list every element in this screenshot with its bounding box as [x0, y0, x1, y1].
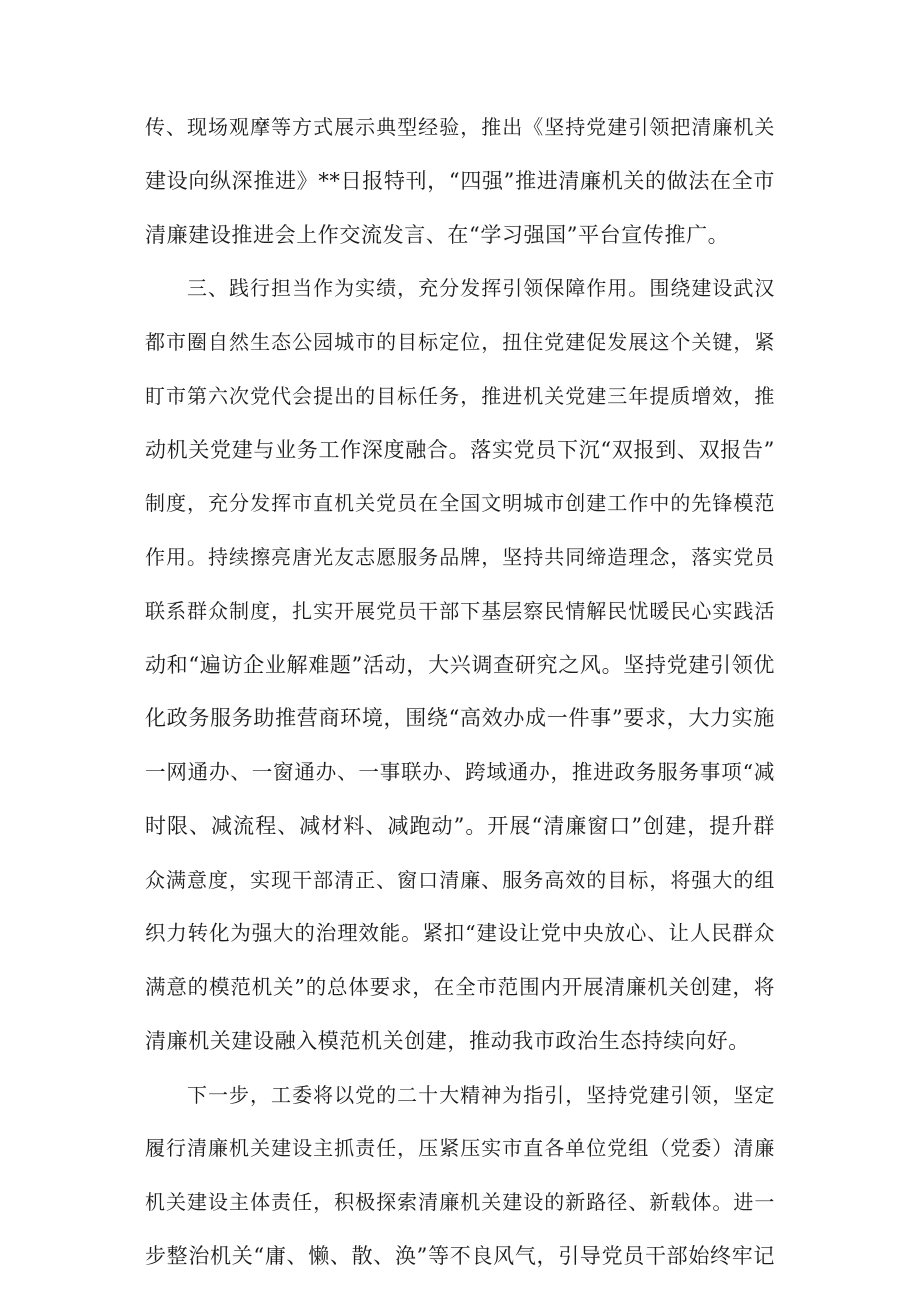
text-line: 满意的模范机关”的总体要求，在全市范围内开展清廉机关创建，将 — [145, 975, 775, 999]
text-line: 机关建设主体责任，积极探索清廉机关建设的新路径、新载体。进一 — [145, 1190, 775, 1214]
paragraph-first-line: 下一步，工委将以党的二十大精神为指引，坚持党建引领，坚定 — [187, 1083, 775, 1107]
text-line: 一网通办、一窗通办、一事联办、跨域通办，推进政务服务事项“减 — [145, 760, 775, 784]
text-line: 步整治机关“庸、懒、散、涣”等不良风气，引导党员干部始终牢记 — [145, 1244, 775, 1268]
text-line: 作用。持续擦亮唐光友志愿服务品牌，坚持共同缔造理念，落实党员 — [145, 545, 775, 569]
text-line: 建设向纵深推进》**日报特刊，“四强”推进清廉机关的做法在全市 — [145, 169, 775, 193]
text-line: 制度，充分发挥市直机关党员在全国文明城市创建工作中的先锋模范 — [145, 491, 775, 515]
text-line: 盯市第六次党代会提出的目标任务，推进机关党建三年提质增效，推 — [145, 384, 775, 408]
text-line: 联系群众制度，扎实开展党员干部下基层察民情解民忧暖民心实践活 — [145, 599, 775, 623]
text-line: 履行清廉机关建设主抓责任，压紧压实市直各单位党组（党委）清廉 — [145, 1136, 775, 1160]
text-line: 动机关党建与业务工作深度融合。落实党员下沉“双报到、双报告” — [145, 438, 775, 462]
text-line: 时限、减流程、减材料、减跑动”。开展“清廉窗口”创建，提升群 — [145, 814, 775, 838]
text-line: 传、现场观摩等方式展示典型经验，推出《坚持党建引领把清廉机关 — [145, 115, 775, 139]
text-line: 清廉建设推进会上作交流发言、在“学习强国”平台宣传推广。 — [145, 223, 730, 247]
paragraph-first-line: 三、践行担当作为实绩，充分发挥引领保障作用。围绕建设武汉 — [187, 276, 775, 300]
text-line: 织力转化为强大的治理效能。紧扣“建设让党中央放心、让人民群众 — [145, 921, 775, 945]
text-line: 众满意度，实现干部清正、窗口清廉、服务高效的目标，将强大的组 — [145, 868, 775, 892]
text-line: 清廉机关建设融入模范机关创建，推动我市政治生态持续向好。 — [145, 1029, 750, 1053]
text-line: 都市圈自然生态公园城市的目标定位，扭住党建促发展这个关键，紧 — [145, 330, 775, 354]
text-line: 动和“遍访企业解难题”活动，大兴调查研究之风。坚持党建引领优 — [145, 653, 775, 677]
text-line: 化政务服务助推营商环境，围绕“高效办成一件事”要求，大力实施 — [145, 706, 775, 730]
